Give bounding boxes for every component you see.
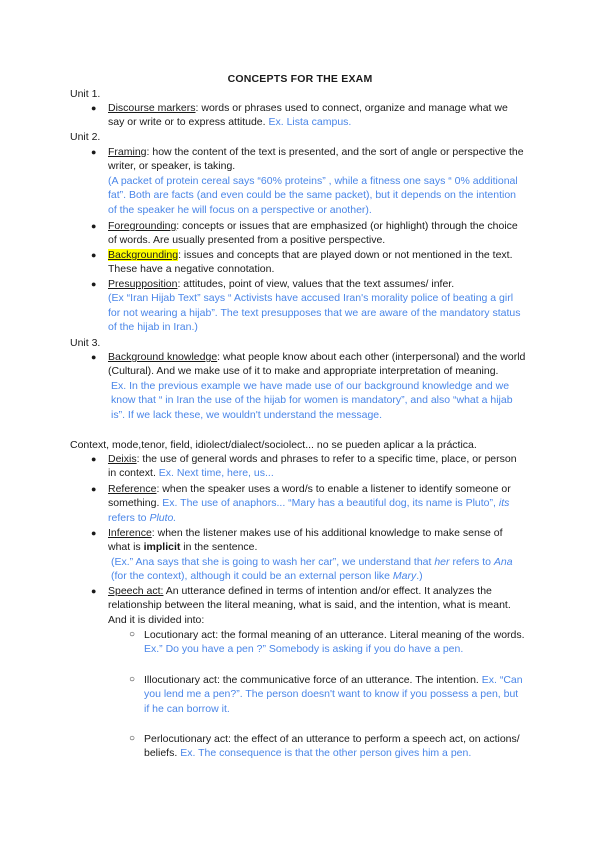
example-inference-ana: Ana [493, 555, 513, 568]
subitem-illocutionary [129, 673, 526, 716]
definition-foregrounding: : concepts or issues that are emphasized (or highlight) through the choice of words. Are usually presented from a positive perspective. [108, 220, 518, 247]
term-framing: Framing [108, 146, 147, 158]
bullet-icon: ● [91, 586, 97, 596]
definition-perlocutionary: Perlocutionary act: the effect of an utterance to perform a speech act, on actions/ beliefs. [144, 733, 520, 760]
example-perlocutionary: Ex. The consequence is that the other person gives him a pen. [180, 747, 472, 760]
definition-backgrounding: : issues and concepts that are played down or not mentioned in the text. These have a negative connotation. [108, 249, 513, 276]
example-inference-refers: refers to [449, 555, 494, 568]
unit-2-heading: Unit 2. [70, 131, 101, 143]
definition-locutionary: Locutionary act: the formal meaning of an utterance. Literal meaning of the words. [144, 629, 525, 641]
unit-1-heading: Unit 1. [70, 88, 101, 100]
term-backgrounding: Backgrounding [108, 249, 179, 261]
term-reference: Reference [108, 483, 157, 495]
example-reference-its: its [498, 497, 510, 510]
example-reference-refers: refers to [108, 511, 150, 524]
circle-bullet-icon: ○ [129, 674, 136, 685]
example-illocutionary: Ex. “Can you lend me a pen?”. The person doesn't want to know if you possess a pen, but if he can borrow it. [144, 674, 523, 715]
bullet-icon: ● [91, 221, 97, 231]
definition-speech-act: An utterance defined in terms of intention and/or effect. It analyzes the relationship between the literal meaning, what is said, and the intention, what is meant. And it is divided into: [108, 585, 511, 626]
definition-framing: : how the content of the text is presented, and the sort of angle or perspective the writer, or speaker, is taking. [108, 146, 524, 173]
bullet-icon: ● [91, 454, 97, 464]
bullet-icon: ● [91, 528, 97, 538]
subitem-perlocutionary [129, 732, 526, 761]
definition-inference: : when the listener makes use of his additional knowledge to make sense of what is [108, 527, 503, 554]
term-foregrounding: Foregrounding [108, 220, 177, 232]
bullet-icon: ● [91, 279, 97, 289]
example-presupposition: (Ex “Iran Hijab Text” says “ Activists have accused Iran's morality police of beating a girl for not wearing a hijab”. The text presupposes that we are aware of the mandatory status of the hijab in Iran.) [108, 292, 521, 334]
definition-inference-implicit: implicit [143, 541, 181, 554]
example-discourse-markers: Ex. Lista campus. [268, 116, 352, 129]
item-presupposition [91, 277, 526, 335]
term-background-knowledge: Background knowledge [108, 351, 218, 363]
example-inference-end: .) [416, 570, 423, 583]
context-note: Context, mode,tenor, field, idiolect/dialect/sociolect... no se pueden aplicar a la práctica. [70, 439, 477, 451]
term-deixis: Deixis [108, 453, 137, 465]
item-speech-act [91, 584, 526, 627]
example-reference [108, 497, 509, 523]
example-reference-text: Ex. The use of anaphors... “Mary has a beautiful dog, its name is Pluto”, [162, 497, 499, 510]
item-deixis [91, 452, 526, 481]
example-locutionary: Ex.” Do you have a pen ?” Somebody is asking if you do have a pen. [144, 643, 464, 656]
example-reference-pluto: Pluto. [149, 511, 177, 524]
circle-bullet-icon: ○ [129, 629, 136, 640]
example-inference-mary: Mary [392, 570, 417, 583]
item-framing [91, 145, 526, 217]
definition-reference: : when the speaker uses a word/s to enable a listener to identify someone or something. [108, 483, 511, 510]
example-background-knowledge: Ex. In the previous example we have made use of our background knowledge and we know that “ in Iran the use of the hijab for women is mandatory”, and also “what a hijab is”. If we lack these, we wouldn't understand the message. [111, 379, 513, 421]
definition-discourse-markers: : words or phrases used to connect, organize and manage what we say or write or to express attitude. [108, 102, 508, 129]
term-presupposition: Presupposition [108, 278, 178, 290]
item-backgrounding [91, 248, 526, 277]
unit-3-heading: Unit 3. [70, 337, 101, 349]
subitem-locutionary [129, 628, 526, 657]
example-framing: (A packet of protein cereal says “60% proteins” , while a fitness one says “ 0% additional fat”. Both are facts (and even could be the same packet), but it depends on the intention of the speaker he will focus on a perspective or another). [108, 174, 518, 216]
definition-background-knowledge: : what people know about each other (interpersonal) and the world (Cultural). And we make use of it to make and appropriate interpretation of meaning. [108, 351, 526, 378]
example-inference [108, 555, 526, 584]
bullet-icon: ● [91, 484, 97, 494]
circle-bullet-icon: ○ [129, 733, 136, 744]
page-title: CONCEPTS FOR THE EXAM [227, 73, 373, 85]
definition-deixis: : the use of general words and phrases to refer to a specific time, place, or person in context. [108, 453, 517, 480]
bullet-icon: ● [91, 250, 97, 260]
definition-inference-end: in the sentence. [180, 541, 258, 554]
item-background-knowledge [91, 350, 526, 422]
example-inference-her: her [434, 555, 450, 568]
term-speech-act: Speech act: [108, 585, 164, 597]
item-discourse-markers [91, 101, 526, 130]
term-discourse-markers: Discourse markers [108, 102, 196, 114]
example-inference-text: (Ex.” Ana says that she is going to wash her car”, we understand that [111, 555, 435, 568]
example-deixis: Ex. Next time, here, us... [158, 467, 274, 480]
item-reference [91, 482, 526, 525]
term-inference: Inference [108, 527, 152, 539]
bullet-icon: ● [91, 103, 97, 113]
bullet-icon: ● [91, 147, 97, 157]
item-inference [91, 526, 526, 584]
definition-presupposition: : attitudes, point of view, values that the text assumes/ infer. [177, 278, 455, 290]
item-foregrounding [91, 219, 526, 248]
example-inference-context: (for the context), although it could be an external person like [111, 570, 393, 583]
definition-illocutionary: Illocutionary act: the communicative force of an utterance. The intention. [144, 674, 482, 686]
bullet-icon: ● [91, 352, 97, 362]
